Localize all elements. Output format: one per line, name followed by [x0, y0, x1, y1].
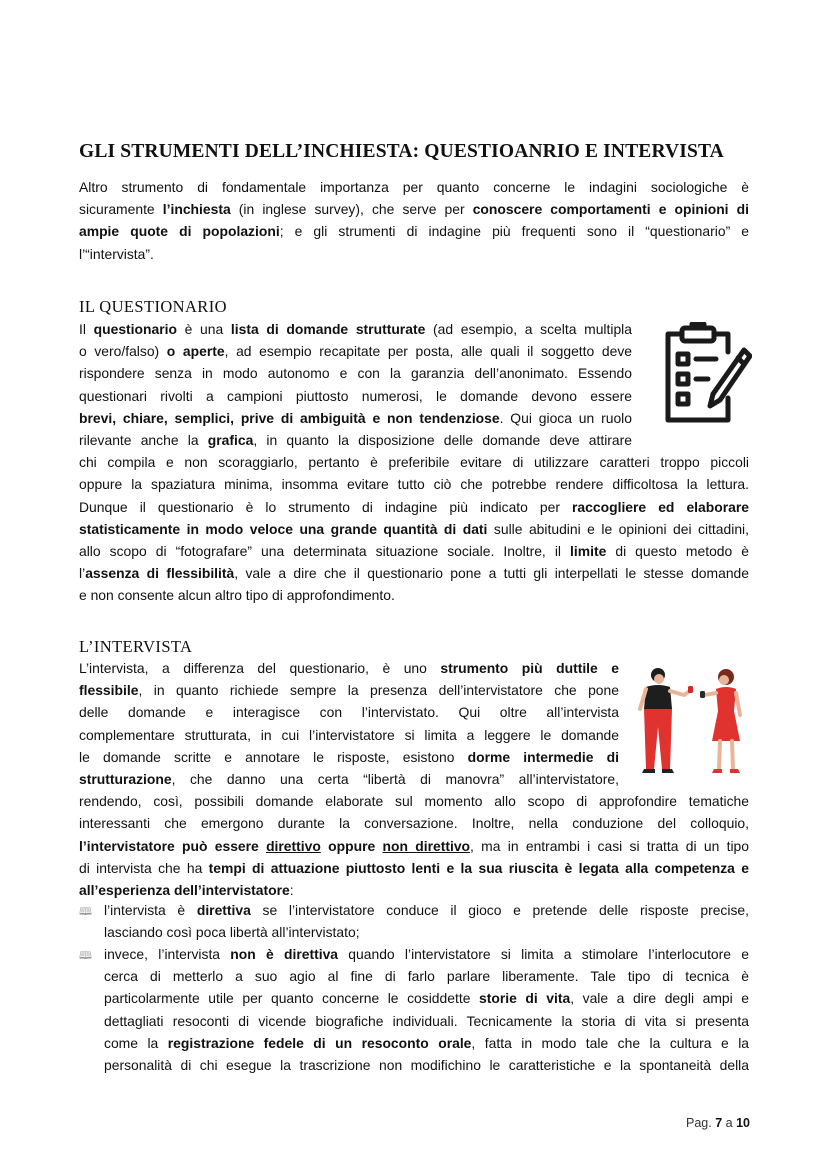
questionario-line: brevi, chiare, semplici, prive di ambiguità e non tendenziose. Qui gioca un ruolo [79, 409, 632, 426]
intervista-line: flessibile, in quanto richiede sempre la presenza dell’intervistatore che pone [79, 682, 619, 699]
questionario-line: e non consente alcun altro tipo di approfondimento. [79, 587, 395, 604]
intro-paragraph [79, 176, 749, 265]
intervista-line: rendendo, così, possibili domande elaborate sul momento allo scopo di approfondire tematiche [79, 793, 749, 810]
questionario-paragraph [79, 318, 749, 606]
questionario-line: chi compila e non scoraggiarlo, pertanto è preferibile evitare di utilizzare caratteri troppo piccoli [79, 454, 749, 471]
intervista-line: delle domande e interagisce con l’intervistato. Qui oltre all’intervista [79, 704, 619, 721]
questionario-line: rilevante anche la grafica, in quanto la disposizione delle domande deve attirare [79, 431, 632, 448]
section-heading-intervista: L’INTERVISTA [79, 637, 193, 656]
clipboard-checklist-icon [660, 322, 752, 426]
bullet-item-non-direttiva [104, 943, 749, 1076]
intervista-line: all’esperienza dell’intervistatore: [79, 881, 294, 898]
questionario-line: Dunque il questionario è lo strumento di indagine più indicato per raccogliere ed elaborare [79, 498, 749, 515]
bullet-line: dettagliati resoconti di vicende biografiche individuali. Tecnicamente la storia di vita si presenta [104, 1012, 749, 1029]
intervista-line: di intervista che ha tempi di attuazione piuttosto lenti e la sua riuscita è legata alla competenza e [79, 859, 749, 876]
intro-line: Altro strumento di fondamentale importanza per quanto concerne le indagini sociologiche è [79, 179, 749, 195]
questionario-line: oppure la spaziatura minima, insomma evitare tutto ciò che potrebbe rendere difficoltosa la lettura. [79, 476, 749, 493]
questionario-line: o vero/falso) o aperte, ad esempio recapitate per posta, alle quali il soggetto deve [79, 343, 632, 360]
intervista-line: l’intervistatore può essere direttivo oppure non direttivo, ma in entrambi i casi si tratta di un tipo [79, 837, 749, 854]
intervista-line: le domande scritte e annotare le risposte, esistono dorme intermedie di [79, 748, 619, 765]
questionario-line: statisticamente in modo veloce una grande quantità di dati sulle abitudini e le opinioni dei cittadini, [79, 520, 749, 537]
intervista-line: complementare strutturata, in cui l’intervistatore si limita a leggere le domande [79, 726, 619, 743]
intervista-line: strutturazione, che danno una certa “libertà di manovra” all’intervistatore, [79, 770, 619, 787]
intro-line: l’“intervista”. [79, 245, 154, 262]
intervista-line: interessanti che emergono durante la conversazione. Inoltre, nella conduzione del colloquio, [79, 815, 749, 832]
questionario-line: allo scopo di “fotografare” una determinata situazione sociale. Inoltre, il limite di questo metodo è [79, 542, 749, 559]
bullet-line: l’intervista è direttiva se l’intervistatore conduce il gioco e pretende delle risposte precise, [104, 902, 749, 918]
section-heading-questionario: IL QUESTIONARIO [79, 297, 227, 316]
questionario-line: Il questionario è una lista di domande strutturate (ad esempio, a scelta multipla [79, 321, 632, 337]
interview-people-illustration [636, 665, 748, 777]
bullet-line: personalità di chi esegue la trascrizione non modifichino le caratteristiche e la spontaneità della [104, 1056, 749, 1073]
intro-line: ampie quote di popolazioni; e gli strumenti di indagine più frequenti sono il “questionario” e [79, 223, 749, 240]
questionario-line: l’assenza di flessibilità, vale a dire che il questionario pone a tutti gli interpellati le stesse domande [79, 565, 749, 582]
bullet-line: come la registrazione fedele di un resoconto orale, fatta in modo tale che la cultura e la [104, 1034, 750, 1051]
questionario-line: questionari rivolti a campioni piuttosto numerosi, le domande devono essere [79, 387, 632, 404]
bullet-book-icon: 🕮 [79, 906, 92, 918]
bullet-book-icon: 🕮 [79, 950, 92, 962]
page-number: Pag. 7 a 10 [686, 1116, 750, 1130]
page-title: GLI STRUMENTI DELL’INCHIESTA: QUESTIOANRIO E INTERVISTA [79, 141, 724, 162]
questionario-line: rispondere senza in modo autonomo e con la garanzia dell’anonimato. Essendo [79, 365, 632, 382]
intro-line: sicuramente l’inchiesta (in inglese survey), che serve per conoscere comportamenti e opinioni di [79, 201, 749, 218]
bullet-line: lasciando così poca libertà all’intervistato; [104, 924, 360, 941]
bullet-line: particolarmente utile per quanto concerne le cosiddette storie di vita, vale a dire degli ampi e [104, 990, 749, 1007]
bullet-line: invece, l’intervista non è direttiva quando l’intervistatore si limita a stimolare l’interlocutore e [104, 946, 749, 962]
bullet-line: cerca di metterlo a suo agio al fine di farlo parlare liberamente. Tale tipo di tecnica è [104, 968, 749, 985]
intervista-line: L’intervista, a differenza del questionario, è uno strumento più duttile e [79, 660, 619, 676]
bullet-item-direttiva [104, 899, 749, 943]
